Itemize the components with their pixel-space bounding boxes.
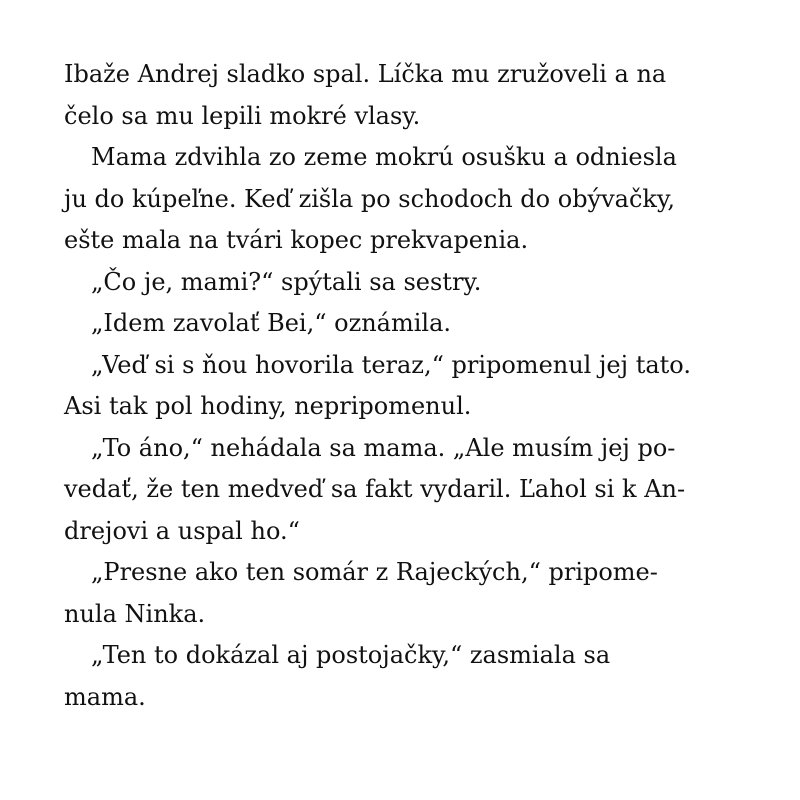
text-line: Ibaže Andrej sladko spal. Líčka mu zružoveli a na — [64, 60, 667, 88]
text-line: „Idem zavolať Bei,“ oznámila. — [91, 309, 452, 337]
text-line: „Veď si s ňou hovorila teraz,“ pripomenul jej tato. — [91, 350, 691, 379]
text-line: čelo sa mu lepili mokré vlasy. — [64, 101, 421, 130]
text-line: Mama zdvihla zo zeme mokrú osušku a odniesla — [91, 143, 677, 171]
paragraph — [64, 262, 764, 304]
text-line: „Čo je, mami?“ spýtali sa sestry. — [91, 267, 482, 296]
paragraph — [64, 635, 764, 718]
paragraph — [64, 428, 764, 553]
text-line: vedať, že ten medveď sa fakt vydaril. Ľahol si k An- — [64, 475, 686, 503]
text-line: „To áno,“ nehádala sa mama. „Ale musím jej po- — [91, 433, 676, 462]
paragraph — [64, 54, 764, 137]
story-text — [64, 54, 764, 718]
text-line: Asi tak pol hodiny, nepripomenul. — [64, 392, 472, 420]
text-line: mama. — [64, 682, 146, 711]
paragraph — [64, 303, 764, 345]
text-line: „Presne ako ten somár z Rajeckých,“ pripome- — [91, 558, 658, 586]
paragraph — [64, 137, 764, 262]
text-line: ju do kúpeľne. Keď zišla po schodoch do obývačky, — [64, 184, 675, 213]
text-line: „Ten to dokázal aj postojačky,“ zasmiala sa — [91, 641, 611, 669]
text-line: nula Ninka. — [64, 599, 206, 628]
text-line: ešte mala na tvári kopec prekvapenia. — [64, 226, 529, 254]
paragraph — [64, 552, 764, 635]
text-line: drejovi a uspal ho.“ — [64, 516, 300, 545]
paragraph — [64, 345, 764, 428]
